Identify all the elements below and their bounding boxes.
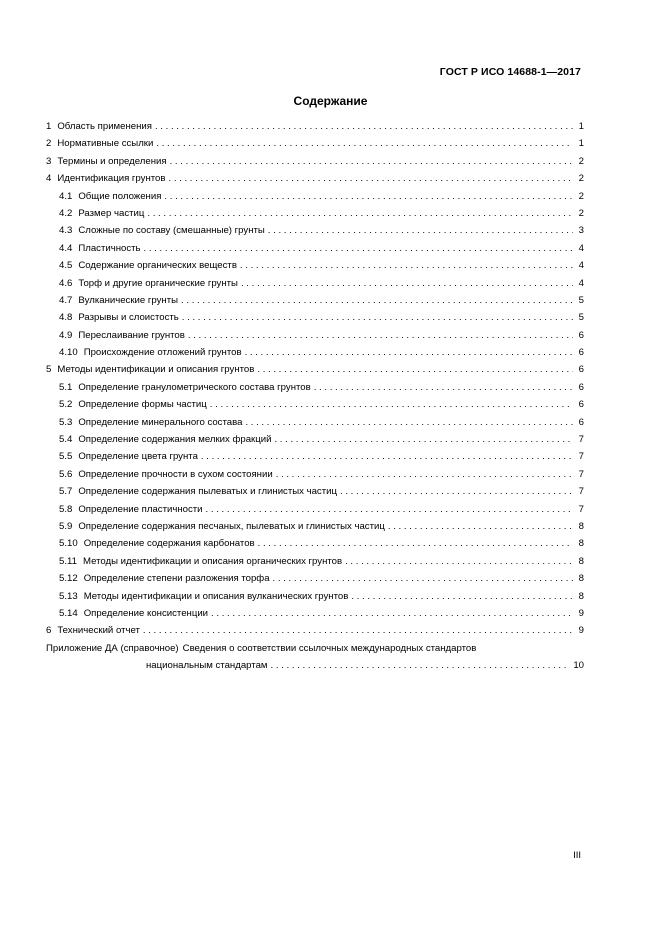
toc-entry-label: Определение содержания песчаных, пылеватых и глинистых частиц	[78, 520, 385, 532]
document-code: ГОСТ Р ИСО 14688-1—2017	[439, 66, 581, 78]
toc-entry-number: 5.12	[59, 573, 78, 585]
dot-leader	[241, 278, 573, 289]
toc-entry-number: 4.7	[59, 294, 73, 306]
toc-entry-page: 4	[578, 242, 584, 254]
dot-leader	[201, 451, 573, 462]
toc-entry-page: 4	[578, 277, 584, 289]
toc-entry-page: 9	[578, 607, 584, 619]
toc-entry[interactable]	[46, 556, 584, 573]
page-number: III	[573, 850, 581, 861]
toc-entry-label: Торф и другие органические грунты	[78, 277, 238, 289]
toc-entry[interactable]	[46, 625, 584, 642]
toc-entry-number: 5.2	[59, 399, 73, 411]
toc-entry-number: 1	[46, 121, 52, 132]
dot-leader	[257, 364, 573, 375]
toc-entry-page: 8	[578, 538, 584, 550]
toc-entry[interactable]	[46, 591, 584, 608]
toc-entry[interactable]	[46, 417, 584, 434]
appendix-title-line2: национальным стандартам	[146, 660, 268, 672]
toc-entry-number: 2	[46, 138, 52, 150]
toc-entry[interactable]	[46, 434, 584, 451]
toc-entry-number: 5.11	[59, 555, 77, 567]
toc-entry-page: 5	[578, 312, 584, 324]
dot-leader	[147, 208, 573, 219]
toc-entry[interactable]	[46, 486, 584, 503]
toc-entry-label: Методы идентификации и описания вулканических грунтов	[83, 590, 349, 602]
toc-entry-label: Определение пластичности	[78, 503, 203, 515]
toc-entry[interactable]	[46, 608, 584, 625]
dot-leader	[268, 225, 573, 236]
dot-leader	[210, 399, 573, 410]
toc-entry-page: 8	[578, 590, 584, 602]
toc-entry[interactable]	[46, 347, 584, 364]
dot-leader	[271, 660, 571, 671]
toc-entry-page: 3	[578, 225, 584, 237]
toc-entry[interactable]	[46, 225, 584, 242]
toc-appendix-entry[interactable]	[46, 643, 584, 678]
toc-entry-label: Область применения	[57, 121, 152, 132]
dot-leader	[245, 417, 573, 428]
dot-leader	[273, 573, 573, 584]
toc-entry-label: Методы идентификации и описания грунтов	[57, 364, 255, 376]
toc-entry-label: Определение содержания карбонатов	[83, 538, 255, 550]
toc-entry-page: 6	[578, 329, 584, 341]
dot-leader	[182, 312, 573, 323]
appendix-page: 10	[573, 660, 584, 672]
toc-entry[interactable]	[46, 573, 584, 590]
dot-leader	[164, 191, 573, 202]
toc-entry[interactable]	[46, 330, 584, 347]
dot-leader	[211, 608, 573, 619]
dot-leader	[170, 156, 573, 167]
toc-entry[interactable]	[46, 469, 584, 486]
toc-entry-page: 2	[578, 190, 584, 202]
toc-entry[interactable]	[46, 121, 584, 138]
toc-entry-page: 6	[578, 347, 584, 359]
toc-entries	[46, 121, 584, 643]
toc-entry-page: 7	[578, 434, 584, 446]
toc-entry-label: Вулканические грунты	[78, 294, 179, 306]
toc-entry-number: 5.13	[59, 590, 78, 602]
toc-entry-page: 7	[578, 503, 584, 515]
toc-entry-number: 5.6	[59, 468, 73, 480]
toc-entry-number: 5.7	[59, 486, 73, 498]
toc-entry-label: Происхождение отложений грунтов	[83, 347, 242, 359]
dot-leader	[274, 434, 573, 445]
appendix-title-line1: Сведения о соответствии ссылочных международных стандартов	[182, 642, 477, 654]
toc-entry-label: Технический отчет	[57, 625, 140, 637]
toc-entry-number: 5.4	[59, 434, 73, 446]
toc-entry-page: 8	[578, 573, 584, 585]
appendix-prefix: Приложение ДА (справочное)	[46, 642, 179, 654]
toc-entry-label: Определение степени разложения торфа	[83, 573, 270, 585]
toc-entry-page: 7	[578, 451, 584, 463]
toc-entry-label: Пластичность	[78, 242, 141, 254]
dot-leader	[240, 260, 573, 271]
toc-entry-number: 4.5	[59, 260, 73, 272]
dot-leader	[156, 138, 573, 149]
toc-entry-label: Содержание органических веществ	[78, 260, 237, 272]
toc-entry-number: 5.9	[59, 520, 73, 532]
dot-leader	[314, 382, 573, 393]
toc-entry[interactable]	[46, 138, 584, 155]
toc-entry[interactable]	[46, 451, 584, 468]
toc-entry-label: Определение содержания мелких фракций	[78, 434, 272, 446]
toc-entry-label: Общие положения	[78, 190, 162, 202]
toc-entry[interactable]	[46, 382, 584, 399]
toc-entry[interactable]	[46, 399, 584, 416]
toc-entry-number: 5.10	[59, 538, 78, 550]
toc-entry-page: 2	[578, 207, 584, 219]
table-of-contents	[46, 121, 584, 678]
toc-entry-label: Методы идентификации и описания органических грунтов	[82, 555, 343, 567]
toc-entry[interactable]	[46, 538, 584, 555]
toc-entry-page: 6	[578, 399, 584, 411]
toc-entry-label: Определение цвета грунта	[78, 451, 198, 463]
toc-entry[interactable]	[46, 208, 584, 225]
toc-entry-number: 4.1	[59, 190, 73, 202]
toc-entry-number: 5.8	[59, 503, 73, 515]
toc-entry-number: 4	[46, 173, 52, 185]
toc-entry-label: Сложные по составу (смешанные) грунты	[78, 225, 265, 237]
toc-entry[interactable]	[46, 156, 584, 173]
toc-entry-page: 1	[578, 121, 584, 132]
toc-entry-page: 7	[578, 486, 584, 498]
toc-entry-label: Определение прочности в сухом состоянии	[78, 468, 273, 480]
toc-entry-number: 5.5	[59, 451, 73, 463]
toc-entry-number: 4.3	[59, 225, 73, 237]
toc-entry-number: 4.4	[59, 242, 73, 254]
dot-leader	[340, 486, 573, 497]
toc-entry-number: 5	[46, 364, 52, 376]
toc-entry-number: 5.3	[59, 416, 73, 428]
dot-leader	[168, 173, 573, 184]
dot-leader	[245, 347, 573, 358]
toc-entry[interactable]	[46, 278, 584, 295]
dot-leader	[188, 330, 573, 341]
dot-leader	[181, 295, 573, 306]
dot-leader	[388, 521, 573, 532]
toc-entry-label: Нормативные ссылки	[57, 138, 154, 150]
toc-entry-label: Определение гранулометрического состава грунтов	[78, 381, 311, 393]
toc-entry[interactable]	[46, 364, 584, 381]
toc-entry-label: Определение содержания пылеватых и глинистых частиц	[78, 486, 337, 498]
dot-leader	[155, 121, 573, 132]
toc-entry[interactable]	[46, 191, 584, 208]
dot-leader	[144, 243, 573, 254]
toc-entry-number: 5.1	[59, 381, 73, 393]
toc-entry-number: 4.10	[59, 347, 78, 359]
toc-entry[interactable]	[46, 173, 584, 190]
toc-entry[interactable]	[46, 504, 584, 521]
toc-entry-number: 4.8	[59, 312, 73, 324]
toc-entry-page: 8	[578, 520, 584, 532]
toc-entry-page: 8	[578, 555, 584, 567]
toc-entry-label: Определение формы частиц	[78, 399, 207, 411]
toc-entry[interactable]	[46, 521, 584, 538]
appendix-first-line	[46, 643, 584, 660]
toc-entry-label: Разрывы и слоистость	[78, 312, 179, 324]
toc-entry-label: Переслаивание грунтов	[78, 329, 185, 341]
dot-leader	[206, 504, 573, 515]
dot-leader	[276, 469, 573, 480]
toc-entry-page: 4	[578, 260, 584, 272]
toc-entry-number: 5.14	[59, 607, 78, 619]
toc-entry[interactable]	[46, 295, 584, 312]
toc-entry-label: Термины и определения	[57, 155, 167, 167]
toc-entry-page: 6	[578, 364, 584, 376]
toc-entry-page: 5	[578, 294, 584, 306]
toc-entry-label: Размер частиц	[78, 207, 145, 219]
toc-entry-number: 6	[46, 625, 52, 637]
toc-entry[interactable]	[46, 243, 584, 260]
toc-entry-page: 7	[578, 468, 584, 480]
toc-entry[interactable]	[46, 260, 584, 277]
toc-title: Содержание	[293, 94, 368, 108]
toc-entry[interactable]	[46, 312, 584, 329]
toc-entry-number: 4.9	[59, 329, 73, 341]
toc-entry-page: 2	[578, 173, 584, 185]
dot-leader	[143, 625, 573, 636]
toc-entry-page: 1	[578, 138, 584, 150]
dot-leader	[351, 591, 573, 602]
toc-entry-label: Определение минерального состава	[78, 416, 243, 428]
toc-entry-page: 2	[578, 155, 584, 167]
toc-entry-label: Идентификация грунтов	[57, 173, 166, 185]
toc-entry-number: 4.6	[59, 277, 73, 289]
toc-entry-page: 6	[578, 416, 584, 428]
dot-leader	[258, 538, 573, 549]
toc-entry-number: 3	[46, 155, 52, 167]
toc-entry-page: 6	[578, 381, 584, 393]
toc-entry-label: Определение консистенции	[83, 607, 209, 619]
dot-leader	[345, 556, 573, 567]
toc-entry-number: 4.2	[59, 207, 73, 219]
appendix-second-line	[46, 660, 584, 677]
toc-entry-page: 9	[578, 625, 584, 637]
